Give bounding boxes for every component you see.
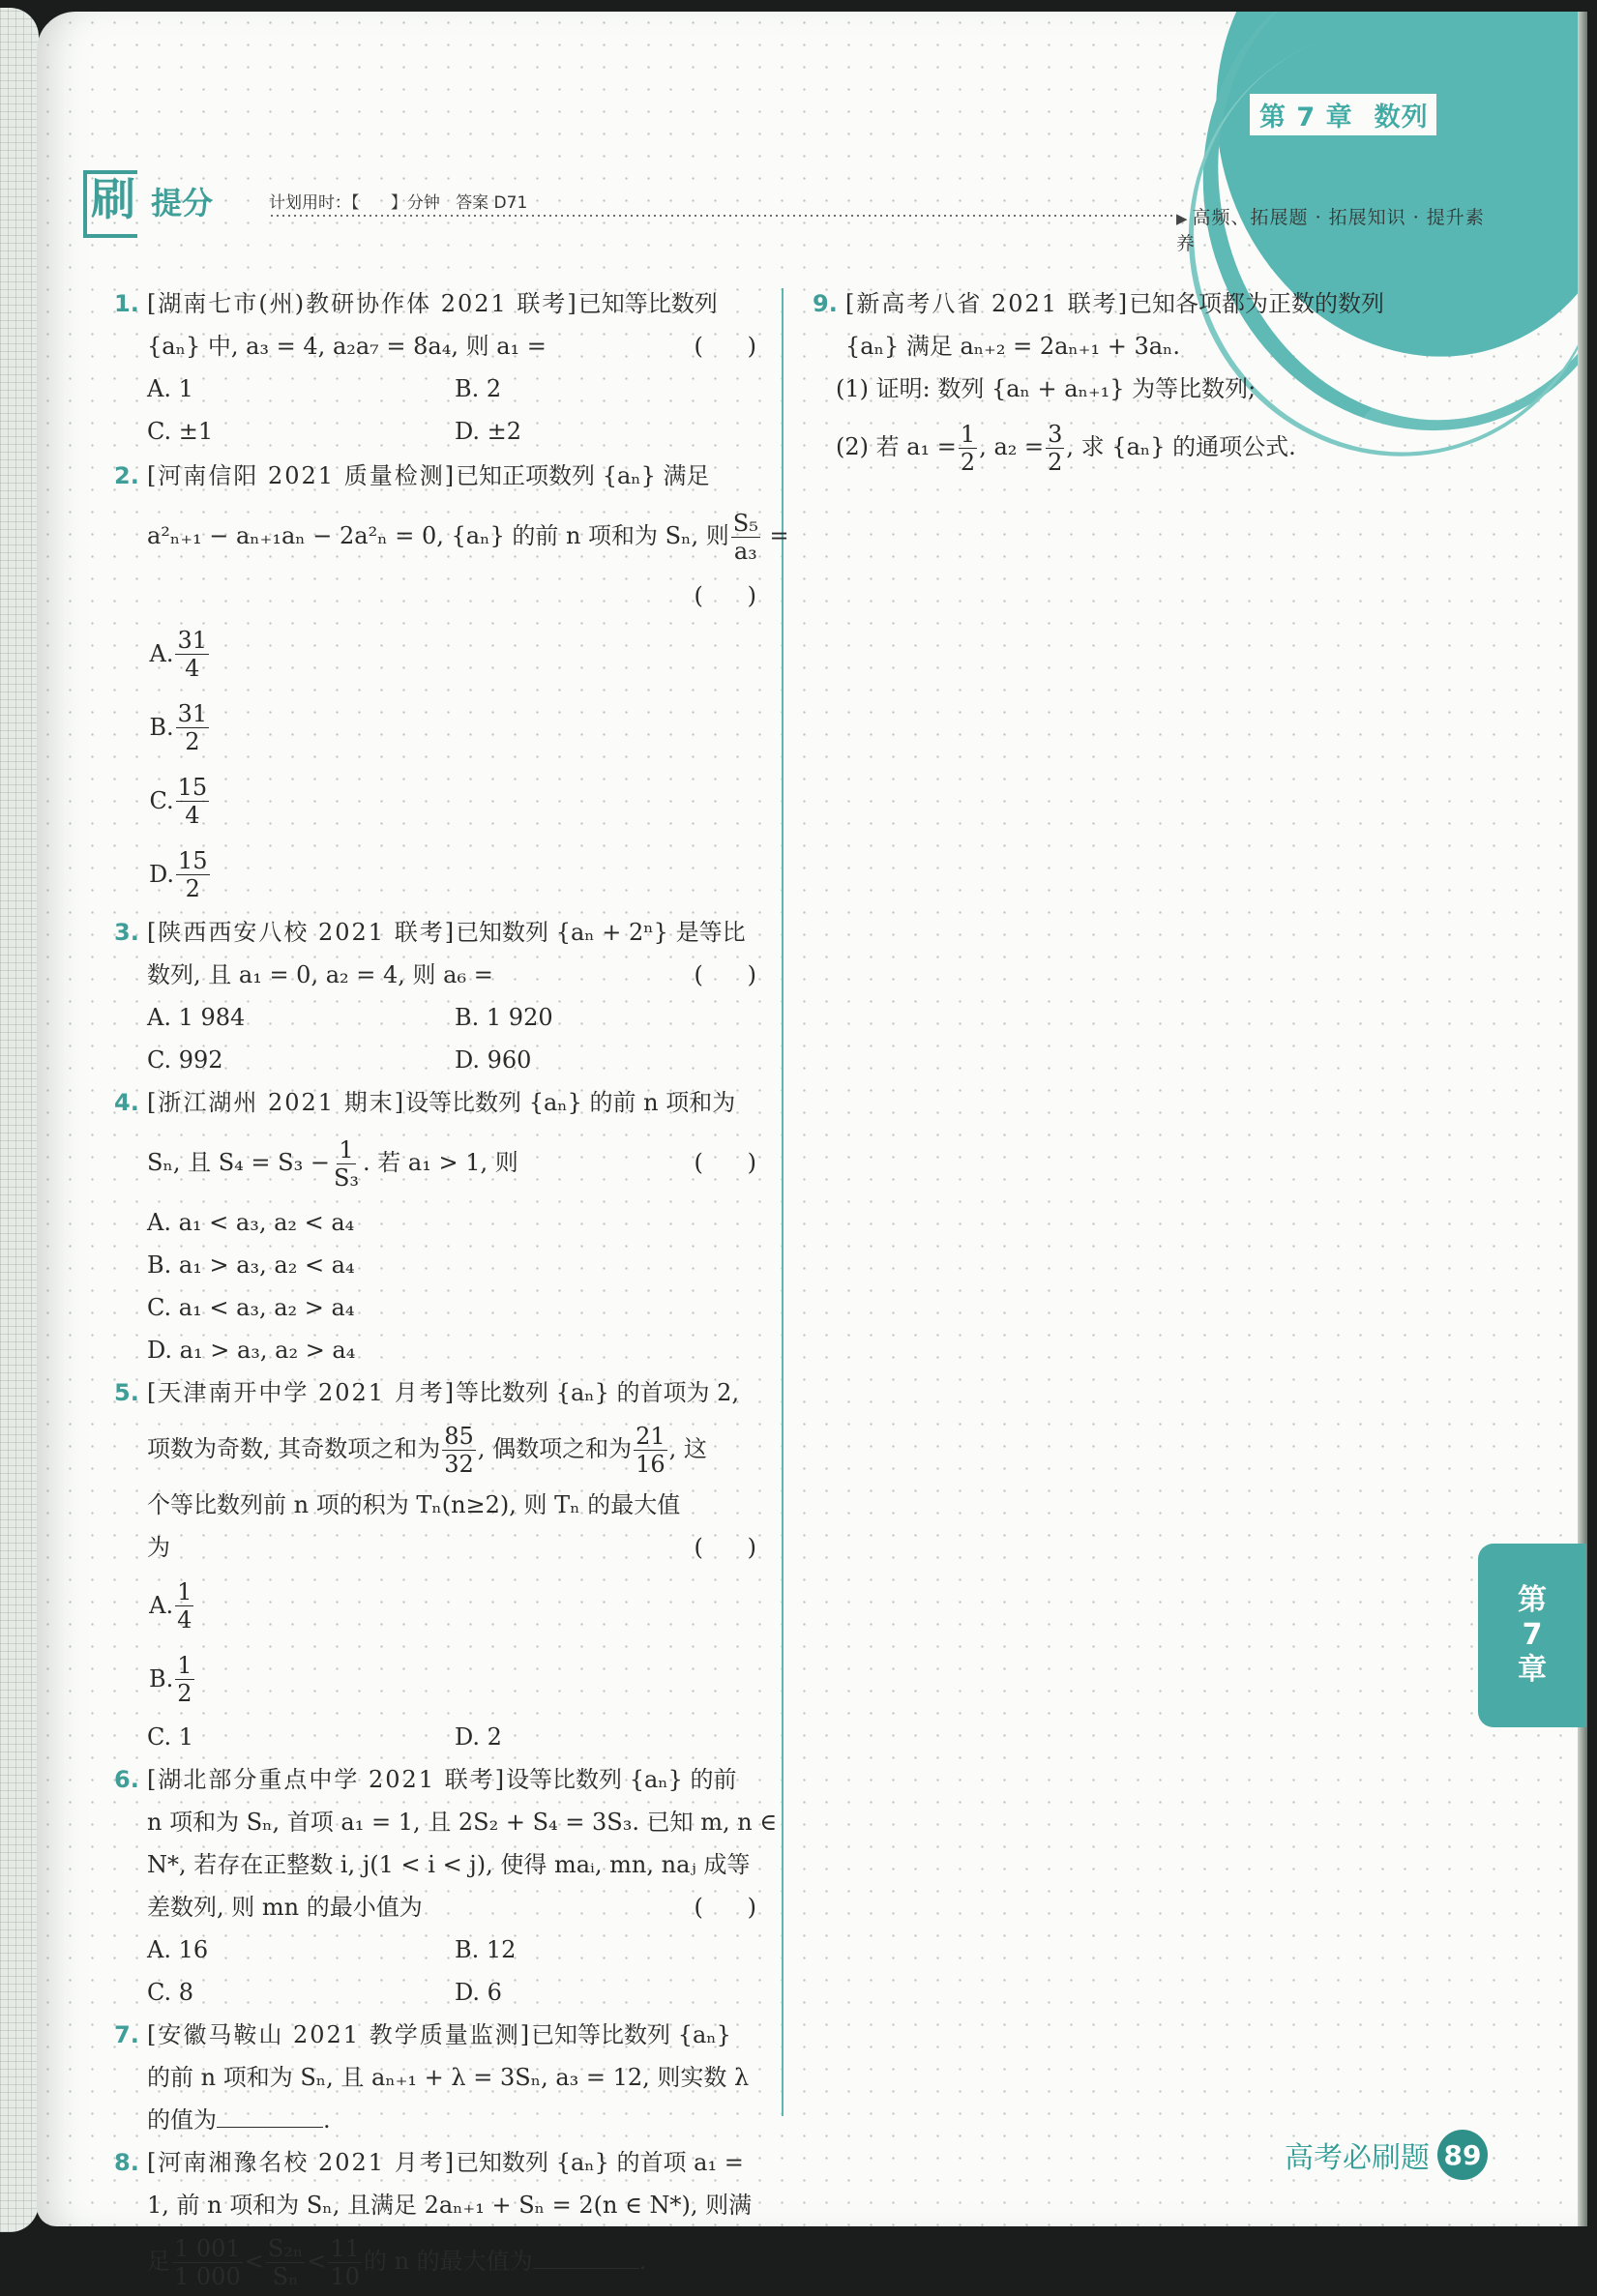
question-text: 数列, 且 a₁ = 0, a₂ = 4, 则 a₆ = xyxy=(147,961,493,988)
question-text: N*, 若存在正整数 i, j(1 < i < j), 使得 maᵢ, mn, naⱼ 成等 xyxy=(147,1851,751,1878)
question-text: 设等比数列 {aₙ} 的前 n 项和为 xyxy=(405,1089,736,1116)
brand-char: 刷 xyxy=(91,173,135,225)
page-number-badge: 89 xyxy=(1437,2130,1488,2180)
question-text: 已知等比数列 xyxy=(577,290,718,317)
answer-paren[interactable]: ( ) xyxy=(694,1534,756,1561)
question-number: 6. xyxy=(114,1766,139,1793)
question-text: n 项和为 Sₙ, 首项 a₁ = 1, 且 2S₂ + S₄ = 3S₃. 已知 m, n ∈ xyxy=(147,1809,778,1836)
question-number: 7. xyxy=(114,2021,139,2048)
option-label: B. xyxy=(149,714,174,741)
question-text: 已知数列 {aₙ + 2ⁿ} 是等比 xyxy=(456,919,746,946)
question-source: [河南湘豫名校 2021 月考] xyxy=(147,2149,457,2176)
question-text: 差数列, 则 mn 的最小值为 xyxy=(147,1894,423,1921)
question-text: 的前 n 项和为 Sₙ, 且 aₙ₊₁ + λ = 3Sₙ, a₃ = 12, 则实数 λ xyxy=(147,2064,750,2091)
answer-paren[interactable]: ( ) xyxy=(694,582,756,609)
question-7 xyxy=(114,2014,764,2141)
question-text: 已知各项都为正数的数列 xyxy=(1129,290,1385,317)
question-6 xyxy=(114,1758,778,2014)
option-label: A. xyxy=(149,640,174,667)
fraction: $\frac{3}{2}$ xyxy=(1048,421,1063,476)
option-d xyxy=(149,838,212,911)
plan-time-text: 计划用时：【 】分钟 答案 D71 xyxy=(269,193,528,213)
option-c: C. 8 xyxy=(147,1979,194,2006)
question-9 xyxy=(813,282,1470,484)
answer-paren[interactable]: ( ) xyxy=(694,961,756,988)
option-a: A. 16 xyxy=(147,1936,209,1963)
option-a: A. 1 984 xyxy=(147,1004,246,1031)
option-d: D. a₁ > a₃, a₂ > a₄ xyxy=(147,1337,356,1364)
question-source: [浙江湖州 2021 期末] xyxy=(147,1089,406,1116)
fraction: $\frac{1}{\text{S₃}}$ xyxy=(333,1136,360,1192)
question-text: . 若 a₁ > 1, 则 xyxy=(363,1149,518,1176)
option-c: C. 1 xyxy=(147,1723,194,1751)
question-number: 3. xyxy=(114,919,139,946)
tab-char: 第 xyxy=(1518,1583,1547,1617)
question-4 xyxy=(114,1081,764,1371)
question-source: [湖南七市(州)教研协作体 2021 联考] xyxy=(147,290,578,317)
triangle-icon: ▶ xyxy=(1176,210,1189,227)
page-edge xyxy=(1578,12,1587,2226)
option-b: B. 2 xyxy=(455,375,502,402)
option-label: B. xyxy=(149,1665,174,1693)
option-b: B. a₁ > a₃, a₂ < a₄ xyxy=(147,1251,355,1279)
question-text: 等比数列 {aₙ} 的首项为 2, xyxy=(456,1379,740,1406)
book-title: 高考必刷题 xyxy=(1285,2141,1430,2175)
option-b: B. 1 920 xyxy=(455,1004,553,1031)
period: . xyxy=(323,2106,331,2134)
question-text: 足 xyxy=(147,2248,170,2275)
question-text: a²ₙ₊₁ − aₙ₊₁aₙ − 2a²ₙ = 0, {aₙ} 的前 n 项和为 Sₙ, 则 xyxy=(147,522,729,549)
option-label: A. xyxy=(149,1592,174,1619)
option-c xyxy=(149,764,211,838)
tab-char: 7 xyxy=(1522,1618,1543,1652)
less-than: < xyxy=(307,2248,327,2275)
option-label: C. xyxy=(149,787,174,814)
question-1 xyxy=(114,282,764,453)
sub-question-1: (1) 证明: 数列 {aₙ + aₙ₊₁} 为等比数列; xyxy=(836,375,1257,402)
option-d: D. 960 xyxy=(455,1046,532,1074)
dotted-leader xyxy=(269,215,1173,217)
chapter-side-tab[interactable] xyxy=(1478,1544,1586,1727)
fraction: $\frac{85}{32}$ xyxy=(444,1423,474,1478)
question-text: 的 n 的最大值为 xyxy=(363,2248,533,2275)
answer-paren[interactable]: ( ) xyxy=(694,333,756,360)
question-text: 项数为奇数, 其奇数项之和为 xyxy=(147,1435,441,1462)
section-header xyxy=(83,157,1486,254)
option-b: B. 12 xyxy=(455,1936,517,1963)
answer-blank[interactable] xyxy=(533,2241,639,2269)
answer-paren[interactable]: ( ) xyxy=(694,1894,756,1921)
chapter-number: 第 7 章 xyxy=(1259,103,1353,132)
question-number: 4. xyxy=(114,1089,139,1116)
option-a xyxy=(149,1569,195,1642)
question-text: {aₙ} 中, a₃ = 4, a₂a₇ = 8a₄, 则 a₁ = xyxy=(147,333,547,360)
option-d: D. 2 xyxy=(455,1723,502,1751)
question-text: Sₙ, 且 S₄ = S₃ − xyxy=(147,1149,330,1176)
equals-sign: = xyxy=(769,522,789,549)
fraction: $\frac{15}{4}$ xyxy=(177,773,208,829)
option-d: D. 6 xyxy=(455,1979,502,2006)
option-d: D. ±2 xyxy=(455,418,522,445)
question-text: , 偶数项之和为 xyxy=(477,1435,633,1462)
sub-question-2: (2) 若 a₁ = xyxy=(836,433,957,460)
question-3 xyxy=(114,911,764,1081)
less-than: < xyxy=(244,2248,264,2275)
question-number: 1. xyxy=(114,290,139,317)
question-2 xyxy=(114,455,789,911)
fraction: $\frac{11}{10}$ xyxy=(330,2235,360,2290)
answer-blank[interactable] xyxy=(217,2100,323,2128)
question-number: 5. xyxy=(114,1379,139,1406)
brand-text: 提分 xyxy=(151,185,214,221)
fraction: $\frac{\text{S₂ₙ}}{\text{Sₙ}}$ xyxy=(267,2235,304,2290)
column-divider xyxy=(782,288,784,2116)
question-number: 8. xyxy=(114,2149,139,2176)
fraction: $\frac{1}{2}$ xyxy=(177,1651,192,1707)
question-5 xyxy=(114,1371,764,1758)
question-text: {aₙ} 满足 aₙ₊₂ = 2aₙ₊₁ + 3aₙ. xyxy=(845,333,1181,360)
question-text: , 求 {aₙ} 的通项公式. xyxy=(1066,433,1296,460)
fraction: $\frac{1 001}{1 000}$ xyxy=(174,2235,241,2290)
adjacent-page-stack xyxy=(0,8,39,2232)
question-text: 为 xyxy=(147,1534,170,1561)
option-c: C. ±1 xyxy=(147,418,214,445)
question-number: 9. xyxy=(813,290,838,317)
right-column xyxy=(813,282,1470,484)
question-source: [湖北部分重点中学 2021 联考] xyxy=(147,1766,507,1793)
question-text: , a₂ = xyxy=(979,433,1045,460)
option-b xyxy=(149,691,211,764)
question-source: [新高考八省 2021 联考] xyxy=(845,290,1130,317)
chapter-label xyxy=(1250,94,1436,135)
fraction: $\frac{1}{4}$ xyxy=(177,1577,192,1634)
question-source: [安徽马鞍山 2021 教学质量监测] xyxy=(147,2021,532,2048)
question-text: 1, 前 n 项和为 Sₙ, 且满足 2aₙ₊₁ + Sₙ = 2(n ∈ N*), 则满 xyxy=(147,2192,753,2219)
option-a: A. 1 xyxy=(147,375,193,402)
fraction: $\frac{1}{2}$ xyxy=(960,421,976,476)
option-b xyxy=(149,1642,196,1716)
question-8 xyxy=(114,2141,764,2296)
option-a: A. a₁ < a₃, a₂ < a₄ xyxy=(147,1209,355,1236)
tab-char: 章 xyxy=(1518,1653,1547,1687)
tagline xyxy=(1176,203,1486,255)
question-source: [陕西西安八校 2021 联考] xyxy=(147,919,457,946)
answer-paren[interactable]: ( ) xyxy=(694,1149,756,1176)
question-number: 2. xyxy=(114,462,139,489)
question-text: , 这 xyxy=(668,1435,707,1462)
fraction: $\frac{\text{S₅}}{\text{a₃}}$ xyxy=(732,510,758,565)
page-footer xyxy=(1285,2130,1488,2180)
question-text: 已知正项数列 {aₙ} 满足 xyxy=(456,462,710,489)
question-text: 个等比数列前 n 项的积为 Tₙ(n≥2), 则 Tₙ 的最大值 xyxy=(147,1491,681,1518)
question-source: [天津南开中学 2021 月考] xyxy=(147,1379,457,1406)
left-column xyxy=(114,282,789,2296)
question-text: 的值为 xyxy=(147,2106,217,2134)
fraction: $\frac{15}{2}$ xyxy=(178,846,208,902)
question-text: 已知等比数列 {aₙ} xyxy=(531,2021,731,2048)
fraction: $\frac{31}{2}$ xyxy=(177,699,208,755)
tagline-text: 高频、拓展题 · 拓展知识 · 提升素养 xyxy=(1176,207,1485,254)
option-c: C. 992 xyxy=(147,1046,223,1074)
question-text: 设等比数列 {aₙ} 的前 xyxy=(506,1766,737,1793)
question-source: [河南信阳 2021 质量检测] xyxy=(147,462,457,489)
period: . xyxy=(638,2248,647,2275)
option-label: D. xyxy=(149,861,175,888)
chapter-title: 数列 xyxy=(1374,103,1429,132)
option-c: C. a₁ < a₃, a₂ > a₄ xyxy=(147,1294,355,1321)
fraction: $\frac{31}{4}$ xyxy=(177,626,208,682)
question-text: 已知数列 {aₙ} 的首项 a₁ = xyxy=(456,2149,744,2176)
fraction: $\frac{21}{16}$ xyxy=(636,1423,665,1478)
option-a xyxy=(150,617,212,691)
